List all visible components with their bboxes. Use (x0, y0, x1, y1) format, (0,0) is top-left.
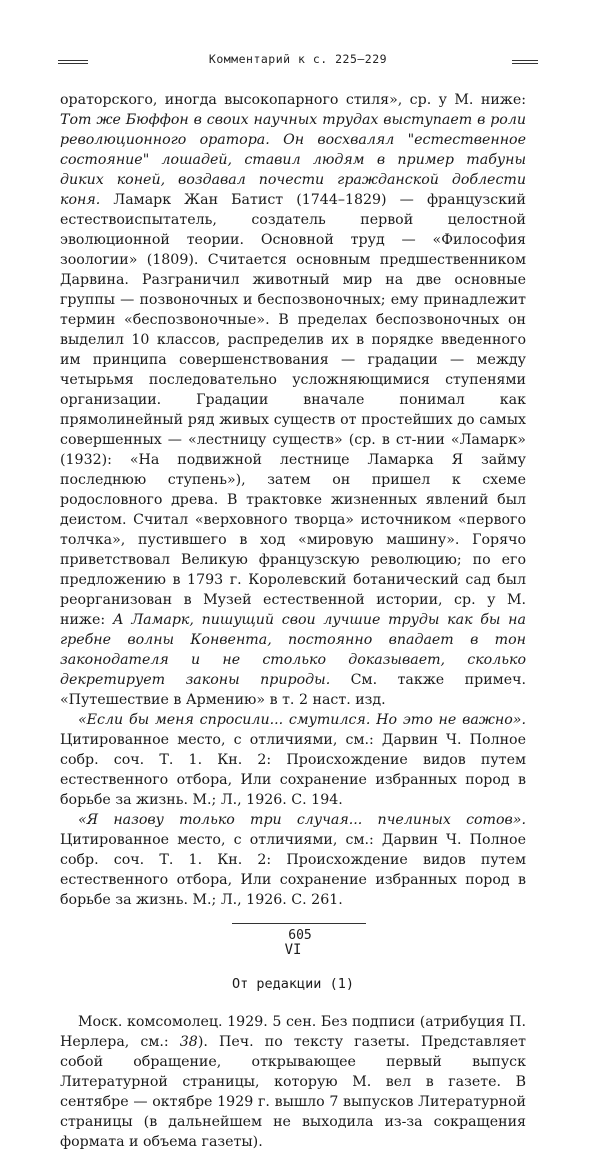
paragraph (60, 1012, 526, 1152)
paragraph (60, 810, 526, 910)
italic-quote: Тот же Бюффон в своих научных трудах выступает в роли революционного оратора. Он восхвалял "естественное состояние" лошадей, ставил людям в пример табуны диких коней, воздавал почести гражданской доблести коня. (60, 112, 526, 208)
italic-quote: «Если бы меня спросили... смутился. Но это не важно». (78, 712, 526, 728)
text-run: ). Печ. по тексту газеты. Представляет собой обращение, открывающее первый выпуск Литературной страницы, которую М. вел в газете. В сентябре — октябре 1929 г. вышло 7 выпусков Литературной страницы (в дальнейшем не выходила из-за сокращения формата и объема газеты). (60, 1034, 526, 1150)
text-run: Моск. комсомолец. 1929. 5 сен. Без подписи (атрибуция П. Нерлера, см.: (60, 1014, 526, 1050)
paragraph (60, 90, 526, 710)
header-rule-right (512, 60, 538, 61)
paragraph (60, 710, 526, 810)
page-body (60, 90, 526, 1152)
footer-rule (232, 923, 366, 924)
page-number: 605 (288, 928, 312, 943)
commentary-notes (60, 90, 526, 910)
running-header-title: Комментарий к с. 225–229 (208, 52, 388, 66)
text-run: Ламарк Жан Батист (1744–1829) — французский естествоиспытатель, создатель первой целостной эволюционной теории. Основной труд — «Философия зоологии» (1809). Считается основным предшественником Дарвина. Разграничил животный мир на две основные группы — позвоночных и беспозвоночных; ему принадлежит термин «беспозвоночные». В пределах беспозвоночных он выделил 10 классов, распределив их в порядке введенного им принципа совершенствования — градации — между четырьмя последовательно усложняющимися ступенями организации. Градации вначале понимал как прямолинейный ряд живых существ от простейших до самых совершенных — «лестницу существ» (ср. в ст-нии «Ламарк» (1932): «На подвижной лестнице Ламарка Я займу последнюю ступень»), затем он пришел к схеме родословного древа. В трактовке жизненных явлений был деистом. Считал «верховного творца» источником «первого толчка», пустившего в ход «мировую машину». Горячо приветствовал Великую французскую революцию; по его предложению в 1793 г. Королевский ботанический сад был реорганизован в Музей естественной истории, ср. у М. ниже: (60, 192, 526, 628)
text-run: См. также примеч. «Путешествие в Армению» в т. 2 наст. изд. (60, 672, 526, 708)
text-run: Цитированное место, с отличиями, см.: Дарвин Ч. Полное собр. соч. Т. 1. Кн. 2: Происхождение видов путем естественного отбора, Или сохранение избранных пород в борьбе за жизнь. М.; Л., 1926. С. 261. (60, 832, 526, 908)
section-title: От редакции (1) (232, 976, 354, 992)
text-run: Цитированное место, с отличиями, см.: Дарвин Ч. Полное собр. соч. Т. 1. Кн. 2: Происхождение видов путем естественного отбора, Или сохранение избранных пород в борьбе за жизнь. М.; Л., 1926. С. 194. (60, 732, 526, 808)
italic-quote: 38 (179, 1034, 198, 1050)
italic-quote: «Я назову только три случая... пчелиных сотов». (78, 812, 526, 828)
running-header (58, 52, 538, 70)
section-commentary (60, 1012, 526, 1152)
section-number: VI (284, 942, 302, 958)
text-run: ораторского, иногда высокопарного стиля», ср. у М. ниже: (60, 92, 526, 108)
italic-quote: А Ламарк, пишущий свои лучшие труды как бы на гребне волны Конвента, постоянно впадает в тон законодателя и не столько доказывает, сколько декретирует законы природы. (60, 612, 526, 688)
